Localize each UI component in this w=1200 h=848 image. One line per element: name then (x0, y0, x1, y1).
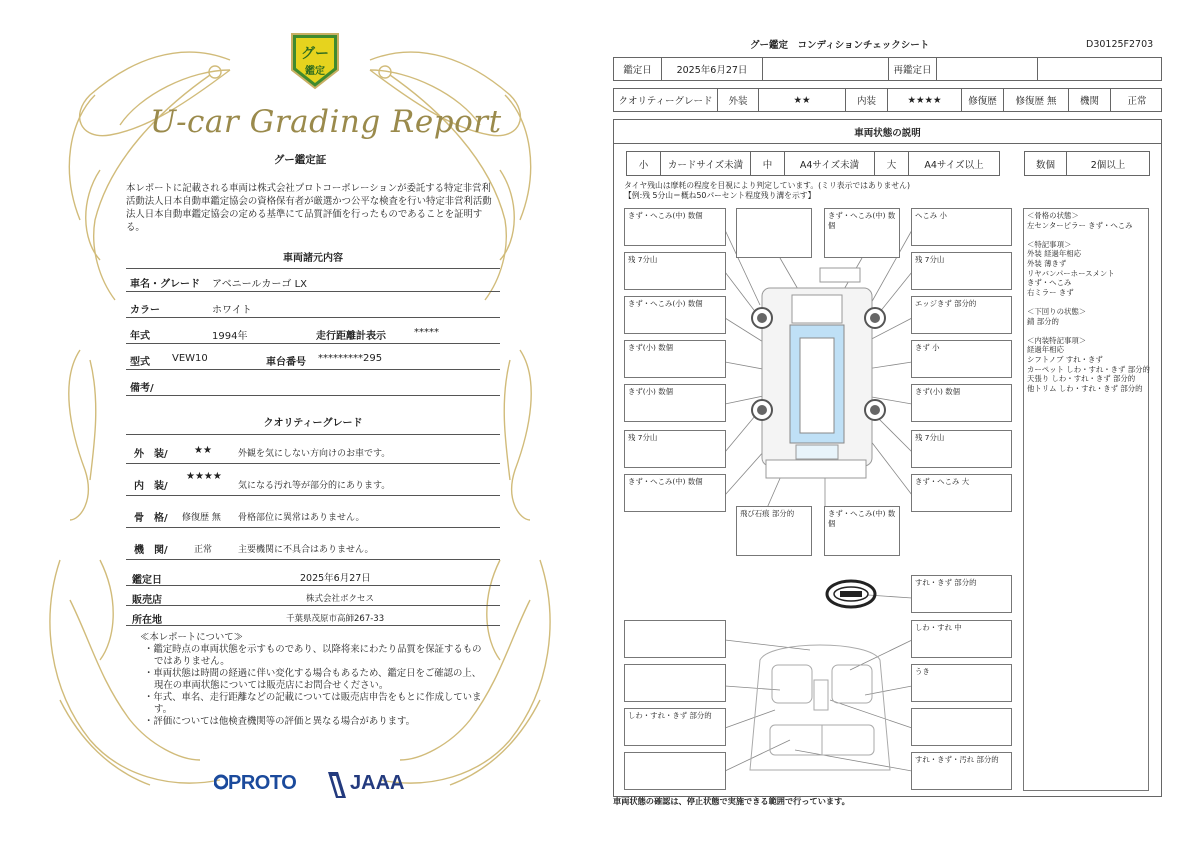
engine-label: 機関 (1069, 89, 1111, 111)
note-item: ・年式、車名、走行距離などの記載については販売店申告をもとに作成しています。 (144, 692, 482, 715)
mileage-label: 走行距離計表示 (316, 331, 386, 342)
ext-box-l3: きず・へこみ(小) 数個 (624, 296, 726, 334)
address-row (126, 608, 500, 626)
quality-row-engine (126, 532, 500, 560)
repair-label: 修復歴 (962, 89, 1004, 111)
ext-box-r4: きず 小 (911, 340, 1012, 378)
note-line: 左センターピラー きず・へこみ (1027, 220, 1133, 230)
dealer-label: 販売店 (132, 595, 162, 606)
address-label: 所在地 (132, 615, 162, 626)
jaaa-logo-text: JAAA (350, 772, 405, 794)
legend-large: 大 (875, 152, 909, 175)
date-label: 鑑定日 (614, 58, 662, 80)
note-line: カーペット しわ・すれ・きず 部分的 (1027, 364, 1150, 374)
sheet-title: グー鑑定 コンディションチェックシート (750, 40, 930, 51)
exterior-desc: 外観を気にしない方向けのお車です。 (238, 449, 391, 459)
note-line (1027, 230, 1145, 240)
condition-title: 車両状態の説明 (614, 120, 1161, 144)
engine-value: 正常 (1127, 96, 1147, 107)
report-notes (140, 632, 490, 728)
note-line: リヤバンパーホースメント (1027, 268, 1115, 278)
divider (126, 434, 500, 435)
color-label: カラー (130, 305, 160, 316)
legend-medium: 中 (751, 152, 785, 175)
ext-box-l4: きず(小) 数個 (624, 340, 726, 378)
note-line: 右ミラー きず (1027, 287, 1074, 297)
jaaa-mark-icon (326, 770, 348, 800)
exterior-label: 外 装/ (134, 449, 168, 460)
quality-row-interior (126, 468, 500, 496)
spec-row-remarks (126, 374, 500, 396)
int-box-r5: すれ・きず・汚れ 部分的 (911, 752, 1012, 790)
note-line: ＜骨格の状態＞ (1027, 211, 1079, 220)
certificate-body: 本レポートに記載される車両は株式会社プロトコーポレーションが委託する特定非営利活動法人日本自動車鑑定協会の資格保有者が厳選かつ公平な検査を行い特定非営利活動法人日本自動車鑑定協会の定める基準にて品質評価を行ったものであることを証明する。 (126, 183, 492, 233)
proto-logo-text: PROTO (228, 772, 297, 794)
model-value: VEW10 (172, 353, 208, 364)
exterior-value: ★★ (759, 89, 846, 111)
appraisal-date-value: 2025年6月27日 (300, 573, 371, 584)
int-box-l2 (624, 664, 726, 702)
dealer-row (126, 588, 500, 606)
note-line: ＜下回りの状態＞ (1027, 306, 1087, 316)
year-label: 年式 (130, 331, 150, 342)
mileage-value: ***** (414, 327, 439, 338)
tire-note-1: タイヤ残山は摩耗の程度を目視により判定しています。(ミリ表示ではありません) (624, 181, 910, 190)
interior-label: 内 装/ (134, 481, 168, 492)
car-top-view-icon (752, 268, 885, 478)
note-line: ＜内装特記事項＞ (1027, 335, 1087, 345)
note-line (1027, 297, 1145, 307)
spec-section-title: 車両諸元内容 (283, 253, 343, 264)
chassis-value: *********295 (318, 353, 383, 364)
legend-large-desc: A4サイズ以上 (924, 159, 984, 171)
frame-grade: 修復歴 無 (182, 513, 221, 523)
notes-title: ≪本レポートについて≫ (140, 632, 243, 643)
exterior-label: 外装 (718, 89, 759, 111)
goo-appraisal-badge-icon (286, 30, 344, 92)
condition-check-sheet (600, 0, 1200, 848)
int-box-l4 (624, 752, 726, 790)
divider (126, 268, 500, 269)
ext-box-r6: 残 7分山 (911, 430, 1012, 468)
note-line: 経過年相応 (1027, 345, 1064, 355)
ext-box-r5: きず(小) 数個 (911, 384, 1012, 422)
count-label: 数個 (1025, 152, 1067, 175)
car-interior-view-icon (750, 645, 890, 770)
badge-line1: グー (301, 46, 329, 62)
frame-desc: 骨格部位に異常はありません。 (238, 513, 365, 523)
sheet-footer: 車両状態の確認は、停止状態で実施できる範囲で行っています。 (613, 796, 850, 806)
note-line: きず・へこみ (1027, 278, 1072, 288)
frame-label: 骨 格/ (134, 513, 168, 524)
ext-box-r2: 残 7分山 (911, 252, 1012, 290)
int-box-l3: しわ・すれ・きず 部分的 (624, 708, 726, 746)
document-id: D30125F2703 (1086, 39, 1154, 50)
spec-row-name (126, 270, 500, 292)
note-line: シフトノブ すれ・きず (1027, 354, 1103, 364)
int-box-r2: しわ・すれ 中 (911, 620, 1012, 658)
note-item: ・評価については他検査機関等の評価と異なる場合があります。 (144, 716, 415, 727)
badge-line2: 鑑定 (305, 66, 325, 77)
proto-mark-icon (214, 772, 228, 792)
dealer-value: 株式会社ボクセス (306, 594, 375, 604)
int-box-r1: すれ・きず 部分的 (911, 575, 1012, 613)
note-line: 天張り しわ・すれ・きず 部分的 (1027, 374, 1136, 384)
grade-label: クオリティーグレード (614, 89, 718, 111)
ext-box-t2: きず・へこみ(中) 数個 (824, 208, 900, 258)
year-value: 1994年 (212, 331, 248, 342)
appraisal-date-row (126, 566, 500, 586)
interior-label: 内装 (846, 89, 888, 111)
note-line (1027, 326, 1145, 336)
repair-value: 修復歴 無 (1004, 89, 1069, 111)
int-box-r3: うき (911, 664, 1012, 702)
name-value: アベニールカーゴ LX (212, 279, 308, 290)
reinspect-label: 再鑑定日 (889, 58, 937, 80)
proto-logo (214, 772, 296, 795)
address-value: 千葉県茂原市高師267-33 (286, 614, 385, 624)
count-value: 2個以上 (1090, 159, 1126, 171)
interior-desc: 気になる汚れ等が部分的にあります。 (238, 481, 391, 491)
exterior-grade: ★★ (194, 445, 212, 456)
ext-box-b1: 飛び石痕 部分的 (736, 506, 812, 556)
model-label: 型式 (130, 357, 150, 368)
int-box-r4 (911, 708, 1012, 746)
quality-row-frame (126, 500, 500, 528)
engine-desc: 主要機関に不具合はありません。 (238, 545, 374, 555)
note-item: ・車両状態は時間の経過に伴い変化する場合もあるため、鑑定日をご確認の上、現在の車両状態については販売店にお問合せください。 (144, 668, 482, 691)
tire-note-2: 【例:残 5分山＝概ね50パーセント程度残り溝を示す】 (624, 191, 816, 200)
appraisal-date-label: 鑑定日 (132, 575, 162, 586)
ext-box-l1: きず・へこみ(中) 数個 (624, 208, 726, 246)
ext-box-b2: きず・へこみ(中) 数個 (824, 506, 900, 556)
note-item: ・鑑定時点の車両状態を示すものであり、以降将来にわたり品質を保証するものではありません。 (144, 644, 482, 667)
legend-small-desc: カードサイズ未満 (661, 152, 751, 175)
color-value: ホワイト (212, 305, 252, 316)
condition-notes (1023, 208, 1149, 791)
ext-box-r7: きず・へこみ 大 (911, 474, 1012, 512)
engine-label: 機 関/ (134, 545, 168, 556)
date-value: 2025年6月27日 (662, 58, 763, 80)
spec-row-color (126, 296, 500, 318)
report-title: U-car Grading Report (150, 104, 502, 140)
certificate-title: グー鑑定証 (273, 154, 327, 166)
remarks-label: 備考/ (130, 383, 154, 394)
note-line: 外装 経過年相応 (1027, 249, 1082, 259)
ext-box-l5: きず(小) 数個 (624, 384, 726, 422)
quality-section-title: クオリティーグレード (263, 418, 363, 429)
legend-medium-desc: A4サイズ未満 (785, 152, 875, 175)
steering-wheel-icon (827, 581, 875, 607)
spec-row-model (126, 348, 500, 370)
quality-row-exterior (126, 436, 500, 464)
note-line: 他トリム しわ・すれ・きず 部分的 (1027, 383, 1143, 393)
ext-box-l6: 残 7分山 (624, 430, 726, 468)
chassis-label: 車台番号 (266, 357, 306, 368)
note-line: ＜特記事項＞ (1027, 239, 1072, 249)
engine-grade: 正常 (194, 545, 213, 555)
interior-grade: ★★★★ (186, 471, 222, 482)
interior-value: ★★★★ (888, 89, 962, 111)
legend-small: 小 (627, 152, 661, 175)
note-line: 外装 薄きず (1027, 258, 1067, 268)
note-line: 錆 部分的 (1027, 316, 1059, 326)
ext-box-r1: へこみ 小 (911, 208, 1012, 246)
ext-box-r3: エッジきず 部分的 (911, 296, 1012, 334)
ext-box-t1 (736, 208, 812, 258)
logo-area (214, 768, 414, 802)
jaaa-logo (326, 772, 404, 795)
spec-row-year (126, 322, 500, 344)
ext-box-l7: きず・へこみ(中) 数個 (624, 474, 726, 512)
int-box-l1 (624, 620, 726, 658)
name-label: 車名・グレード (130, 279, 200, 290)
ext-box-l2: 残 7分山 (624, 252, 726, 290)
